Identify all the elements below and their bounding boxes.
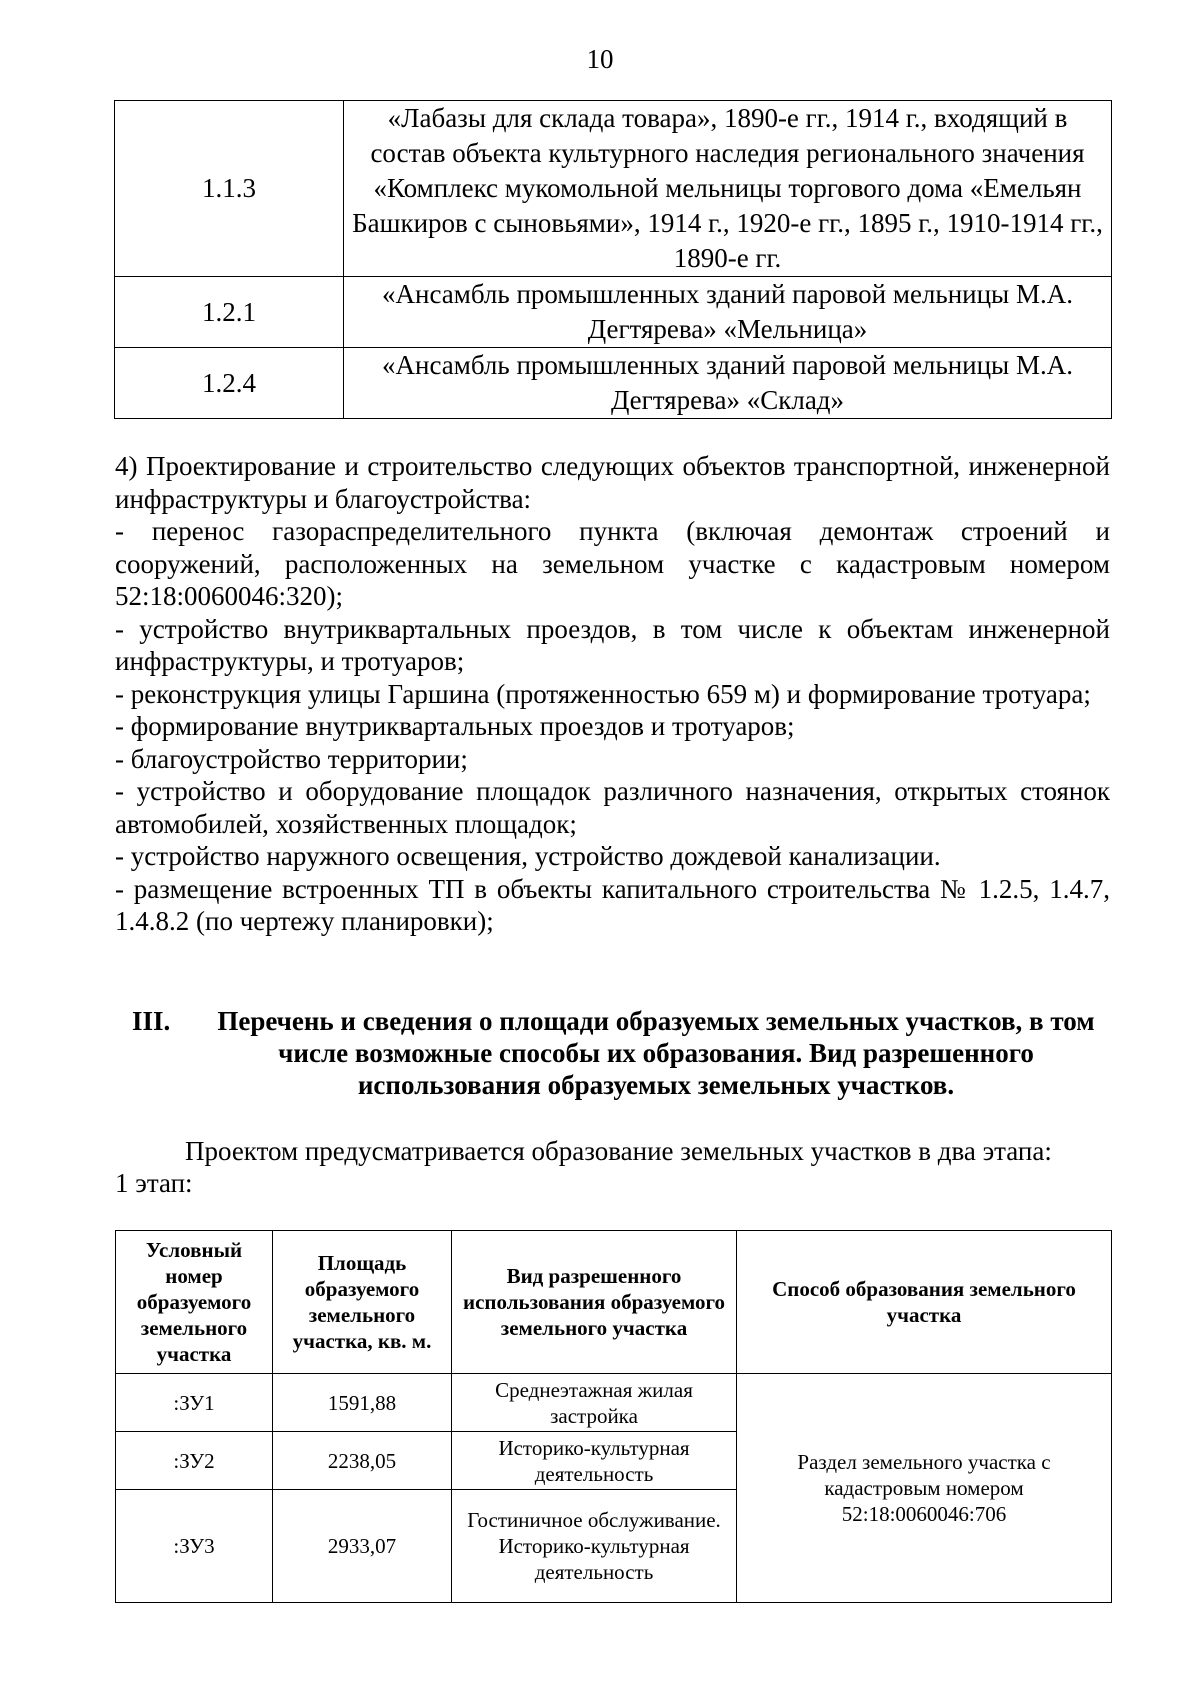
list-item: - устройство внутриквартальных проездов, в том числе к объектам инженерной инфраструктуры, и тротуаров; bbox=[115, 613, 1110, 676]
intro-paragraph bbox=[115, 1135, 1110, 1199]
table-row bbox=[115, 277, 1112, 348]
parcel-use: Гостиничное обслуживание. Историко-культурная деятельность bbox=[452, 1490, 737, 1603]
column-header: Условный номер образуемого земельного участка bbox=[116, 1231, 273, 1374]
parcel-id: :ЗУ2 bbox=[116, 1432, 273, 1490]
stage-label: 1 этап: bbox=[115, 1168, 193, 1198]
parcel-method: Раздел земельного участка с кадастровым номером 52:18:0060046:706 bbox=[737, 1374, 1112, 1603]
section-number: III. bbox=[132, 1006, 171, 1036]
object-number: 1.1.3 bbox=[115, 101, 344, 277]
list-item: - благоустройство территории; bbox=[115, 743, 468, 774]
parcel-area: 2933,07 bbox=[273, 1490, 452, 1603]
heritage-objects-table bbox=[114, 100, 1112, 419]
object-name: «Ансамбль промышленных зданий паровой мельницы М.А. Дегтярева» «Мельница» bbox=[344, 277, 1112, 348]
column-header: Площадь образуемого земельного участка, кв. м. bbox=[273, 1231, 452, 1374]
list-item: - размещение встроенных ТП в объекты капитального строительства № 1.2.5, 1.4.7, 1.4.8.2 (по чертежу планировки); bbox=[115, 873, 1110, 936]
intro-text: Проектом предусматривается образование земельных участков в два этапа: bbox=[185, 1136, 1052, 1166]
column-header: Способ образования земельного участка bbox=[737, 1231, 1112, 1374]
parcel-use: Среднеэтажная жилая застройка bbox=[452, 1374, 737, 1432]
parcel-id: :ЗУ3 bbox=[116, 1490, 273, 1603]
parcel-id: :ЗУ1 bbox=[116, 1374, 273, 1432]
table-row bbox=[116, 1374, 1112, 1432]
parcel-area: 1591,88 bbox=[273, 1374, 452, 1432]
infrastructure-list bbox=[115, 450, 1110, 938]
table-row bbox=[115, 101, 1112, 277]
object-name: «Ансамбль промышленных зданий паровой мельницы М.А. Дегтярева» «Склад» bbox=[344, 348, 1112, 419]
parcel-area: 2238,05 bbox=[273, 1432, 452, 1490]
object-number: 1.2.1 bbox=[115, 277, 344, 348]
table-header-row bbox=[116, 1231, 1112, 1374]
section-title: Перечень и сведения о площади образуемых земельных участков, в том числе возможные способы их образования. Вид разрешенного использования образуемых земельных участков. bbox=[217, 1006, 1095, 1100]
section-heading bbox=[132, 1005, 1102, 1101]
object-name: «Лабазы для склада товара», 1890-е гг., 1914 г., входящий в состав объекта культурного наследия регионального значения «Комплекс мукомольной мельницы торгового дома «Емельян Башкиров с сыновьями», 1914 г., 1920-е гг., 1895 г., 1910-1914 гг., 1890-е гг. bbox=[344, 101, 1112, 277]
list-item: - устройство наружного освещения, устройство дождевой канализации. bbox=[115, 841, 941, 871]
table-row bbox=[115, 348, 1112, 419]
list-item: - реконструкция улицы Гаршина (протяженностью 659 м) и формирование тротуара; bbox=[115, 678, 1091, 709]
land-parcels-table bbox=[115, 1230, 1112, 1603]
parcel-use: Историко-культурная деятельность bbox=[452, 1432, 737, 1490]
list-heading: 4) Проектирование и строительство следующих объектов транспортной, инженерной инфраструктуры и благоустройства: bbox=[115, 451, 1110, 514]
list-item: - формирование внутриквартальных проездов и тротуаров; bbox=[115, 711, 795, 741]
column-header: Вид разрешенного использования образуемого земельного участка bbox=[452, 1231, 737, 1374]
list-item: - перенос газораспределительного пункта (включая демонтаж строений и сооружений, расположенных на земельном участке с кадастровым номером 52:18:0060046:320); bbox=[115, 516, 1110, 611]
list-item: - устройство и оборудование площадок различного назначения, открытых стоянок автомобилей, хозяйственных площадок; bbox=[115, 776, 1110, 839]
page-number: 10 bbox=[586, 44, 614, 74]
object-number: 1.2.4 bbox=[115, 348, 344, 419]
